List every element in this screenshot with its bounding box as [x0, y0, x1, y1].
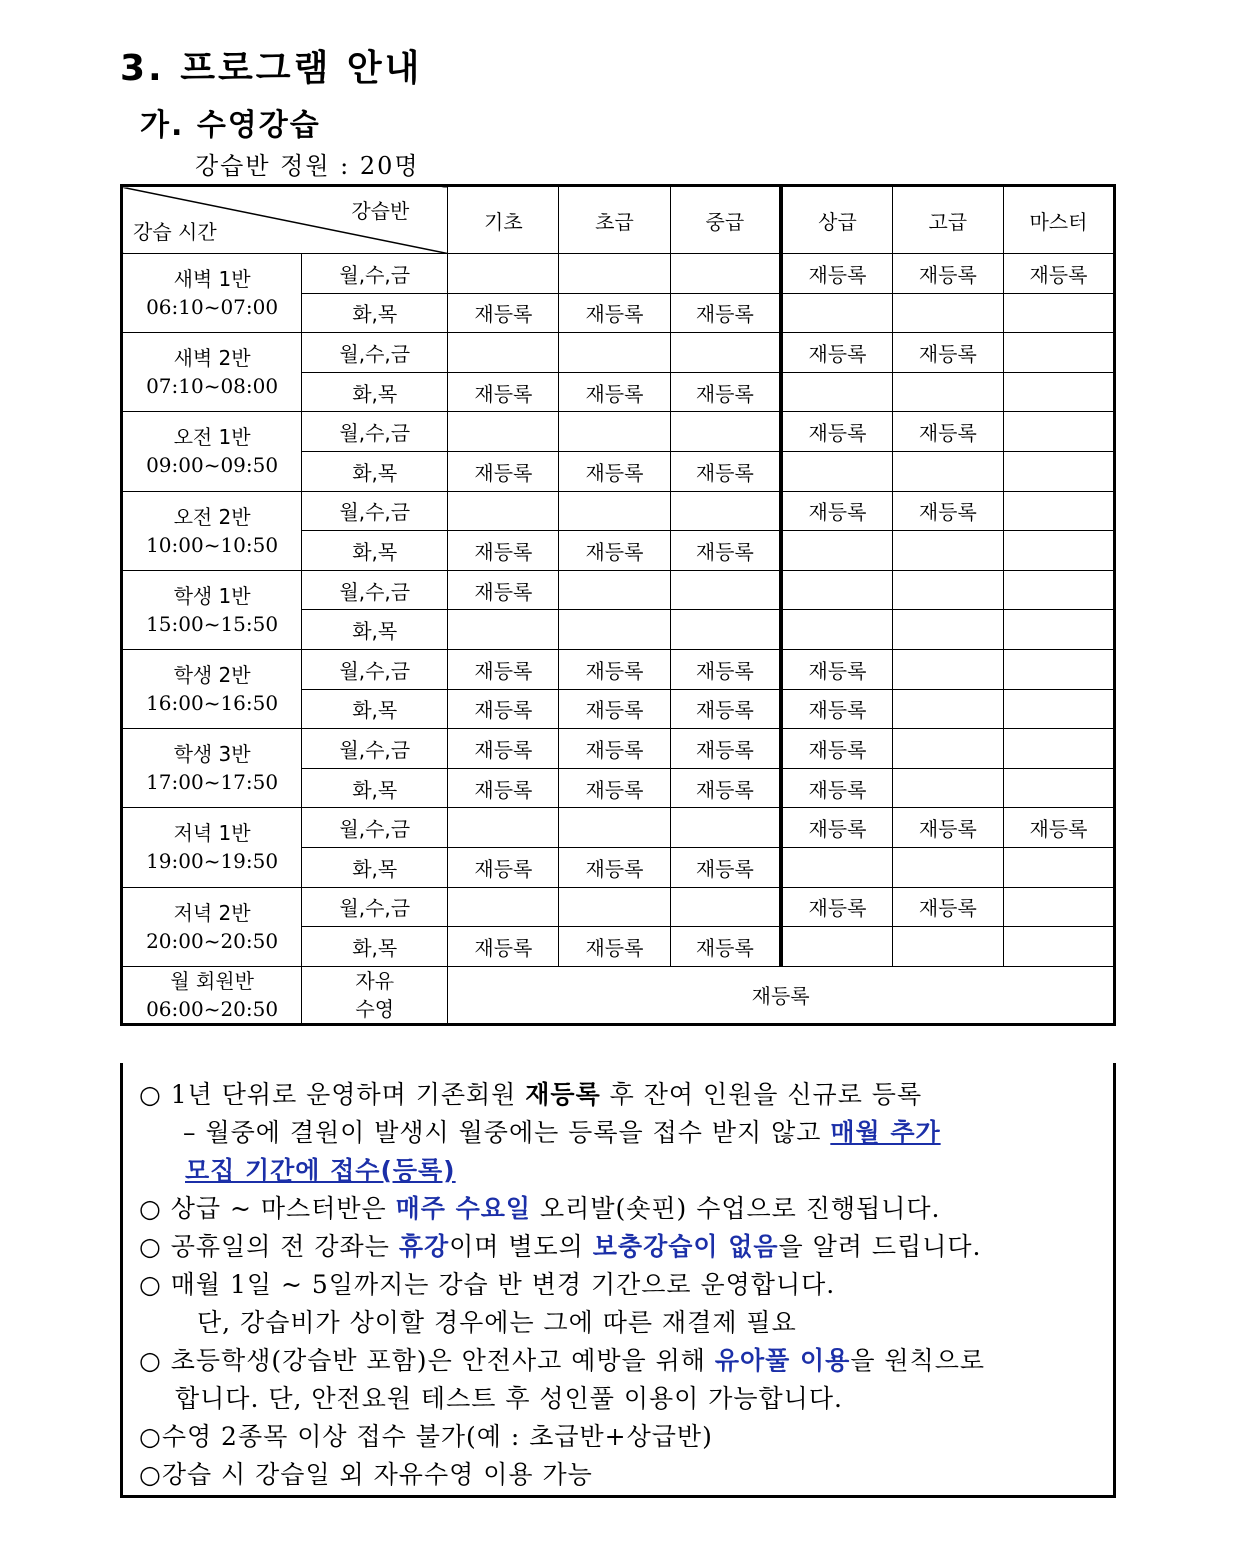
status-cell: 재등록 [892, 412, 1003, 452]
status-cell: 재등록 [781, 333, 892, 373]
status-cell [559, 887, 670, 927]
status-cell [1003, 293, 1114, 333]
status-cell [1003, 531, 1114, 571]
status-cell [670, 570, 781, 610]
status-cell [670, 610, 781, 650]
slot-cell [122, 333, 302, 412]
status-cell: 재등록 [670, 649, 781, 689]
subsection-heading: 가. 수영강습 [140, 108, 321, 143]
slot-cell [122, 491, 302, 570]
days-cell: 월,수,금 [302, 649, 448, 689]
status-cell [448, 333, 559, 373]
slot-time: 17:00~17:50 [146, 770, 279, 795]
status-cell: 재등록 [448, 570, 559, 610]
status-cell [1003, 491, 1114, 531]
table-row [122, 333, 1115, 373]
status-cell [1003, 887, 1114, 927]
corner-time-label: 강습 시간 [133, 220, 217, 244]
status-cell [781, 847, 892, 887]
days-cell: 월,수,금 [302, 887, 448, 927]
status-cell: 재등록 [892, 887, 1003, 927]
status-cell [1003, 412, 1114, 452]
status-cell: 재등록 [781, 689, 892, 729]
notes-box [120, 1063, 1116, 1498]
status-cell [892, 729, 1003, 769]
level-header: 마스터 [1003, 186, 1114, 254]
status-cell [892, 531, 1003, 571]
class-capacity: 강습반 정원 : 20명 [195, 152, 420, 180]
status-cell [448, 412, 559, 452]
status-cell: 재등록 [448, 847, 559, 887]
status-cell [1003, 333, 1114, 373]
status-cell: 재등록 [670, 729, 781, 769]
status-cell [892, 927, 1003, 967]
status-cell [448, 254, 559, 294]
status-cell: 재등록 [781, 649, 892, 689]
days-cell [302, 966, 448, 1024]
days-line: 자유 [355, 968, 395, 993]
status-cell: 재등록 [559, 649, 670, 689]
days-cell: 화,목 [302, 293, 448, 333]
status-cell [559, 491, 670, 531]
note-line: ○ 초등학생(강습반 포함)은 안전사고 예방을 위해 유아풀 이용을 원칙으로 [139, 1346, 986, 1375]
table-row [122, 412, 1115, 452]
slot-name: 오전 2반 [173, 504, 251, 529]
status-cell [448, 887, 559, 927]
status-cell [448, 808, 559, 848]
status-cell: 재등록 [892, 333, 1003, 373]
member-row [122, 966, 1115, 1024]
status-cell: 재등록 [448, 293, 559, 333]
corner-class-label: 강습반 [351, 199, 410, 223]
member-status-cell: 재등록 [448, 966, 1115, 1024]
status-cell: 재등록 [559, 729, 670, 769]
status-cell: 재등록 [670, 372, 781, 412]
slot-time: 16:00~16:50 [146, 691, 279, 716]
days-cell: 화,목 [302, 927, 448, 967]
status-cell: 재등록 [448, 531, 559, 571]
note-line: 모집 기간에 접수(등록) [185, 1156, 456, 1185]
slot-name: 학생 3반 [173, 742, 251, 767]
status-cell: 재등록 [781, 808, 892, 848]
status-cell [1003, 570, 1114, 610]
status-cell [1003, 372, 1114, 412]
note-line: ○ 상급 ~ 마스터반은 매주 수요일 오리발(숏핀) 수업으로 진행됩니다. [139, 1194, 941, 1223]
days-line: 수영 [355, 996, 395, 1021]
status-cell [892, 610, 1003, 650]
note-line: ○수영 2종목 이상 접수 불가(예 : 초급반+상급반) [139, 1422, 713, 1451]
status-cell [670, 808, 781, 848]
slot-name: 학생 2반 [173, 663, 251, 688]
level-header: 기초 [448, 186, 559, 254]
status-cell [781, 451, 892, 491]
table-row [122, 491, 1115, 531]
status-cell: 재등록 [781, 729, 892, 769]
note-line: 단, 강습비가 상이할 경우에는 그에 따른 재결제 필요 [197, 1308, 797, 1337]
status-cell: 재등록 [781, 887, 892, 927]
days-cell: 화,목 [302, 689, 448, 729]
slot-name: 오전 1반 [173, 425, 251, 450]
status-cell: 재등록 [559, 451, 670, 491]
status-cell: 재등록 [781, 254, 892, 294]
days-cell: 화,목 [302, 531, 448, 571]
status-cell: 재등록 [448, 372, 559, 412]
days-cell: 월,수,금 [302, 808, 448, 848]
slot-cell [122, 570, 302, 649]
status-cell: 재등록 [892, 491, 1003, 531]
status-cell [1003, 847, 1114, 887]
status-cell: 재등록 [670, 847, 781, 887]
days-cell: 월,수,금 [302, 491, 448, 531]
status-cell [1003, 451, 1114, 491]
status-cell: 재등록 [1003, 254, 1114, 294]
status-cell [1003, 649, 1114, 689]
status-cell [559, 333, 670, 373]
status-cell: 재등록 [1003, 808, 1114, 848]
table-row [122, 254, 1115, 294]
section-heading: 3. 프로그램 안내 [120, 48, 423, 89]
slot-cell [122, 649, 302, 728]
status-cell [670, 412, 781, 452]
status-cell [892, 847, 1003, 887]
status-cell [670, 491, 781, 531]
slot-cell [122, 887, 302, 966]
status-cell: 재등록 [448, 689, 559, 729]
status-cell [670, 333, 781, 373]
status-cell: 재등록 [670, 689, 781, 729]
note-line: ○강습 시 강습일 외 자유수영 이용 가능 [139, 1460, 593, 1489]
slot-time: 07:10~08:00 [146, 374, 279, 399]
status-cell: 재등록 [892, 254, 1003, 294]
status-cell [1003, 768, 1114, 808]
slot-cell [122, 808, 302, 887]
status-cell [1003, 927, 1114, 967]
slot-name: 저녁 1반 [173, 821, 251, 846]
status-cell [1003, 689, 1114, 729]
note-line: ○ 1년 단위로 운영하며 기존회원 재등록 후 잔여 인원을 신규로 등록 [139, 1080, 923, 1109]
status-cell [670, 887, 781, 927]
table-row [122, 570, 1115, 610]
corner-header-cell [122, 186, 448, 254]
slot-cell [122, 966, 302, 1024]
status-cell [448, 491, 559, 531]
slot-name: 새벽 2반 [173, 346, 251, 371]
days-cell: 월,수,금 [302, 333, 448, 373]
slot-time: 09:00~09:50 [146, 453, 279, 478]
table-row [122, 887, 1115, 927]
status-cell: 재등록 [559, 927, 670, 967]
status-cell: 재등록 [670, 293, 781, 333]
status-cell: 재등록 [448, 729, 559, 769]
days-cell: 화,목 [302, 372, 448, 412]
days-cell: 화,목 [302, 847, 448, 887]
status-cell: 재등록 [559, 293, 670, 333]
status-cell: 재등록 [448, 451, 559, 491]
status-cell [1003, 729, 1114, 769]
status-cell: 재등록 [559, 768, 670, 808]
slot-time: 06:00~20:50 [146, 996, 279, 1021]
slot-name: 저녁 2반 [173, 900, 251, 925]
slot-cell [122, 254, 302, 333]
status-cell [892, 768, 1003, 808]
status-cell [892, 293, 1003, 333]
status-cell [892, 570, 1003, 610]
status-cell [781, 927, 892, 967]
status-cell: 재등록 [670, 768, 781, 808]
status-cell: 재등록 [670, 531, 781, 571]
status-cell: 재등록 [892, 808, 1003, 848]
slot-name: 학생 1반 [173, 583, 251, 608]
status-cell: 재등록 [559, 372, 670, 412]
slot-time: 19:00~19:50 [146, 849, 279, 874]
slot-time: 20:00~20:50 [146, 928, 279, 953]
note-line: 합니다. 단, 안전요원 테스트 후 성인풀 이용이 가능합니다. [175, 1384, 843, 1413]
status-cell [559, 412, 670, 452]
status-cell: 재등록 [781, 768, 892, 808]
status-cell [781, 531, 892, 571]
status-cell [781, 372, 892, 412]
status-cell [559, 610, 670, 650]
status-cell [781, 610, 892, 650]
days-cell: 월,수,금 [302, 412, 448, 452]
status-cell: 재등록 [670, 927, 781, 967]
status-cell [448, 610, 559, 650]
status-cell [781, 293, 892, 333]
status-cell: 재등록 [670, 451, 781, 491]
status-cell: 재등록 [559, 847, 670, 887]
status-cell: 재등록 [559, 531, 670, 571]
days-cell: 화,목 [302, 768, 448, 808]
schedule-table [120, 184, 1116, 1026]
status-cell [670, 254, 781, 294]
note-line: ○ 공휴일의 전 강좌는 휴강이며 별도의 보충강습이 없음을 알려 드립니다. [139, 1232, 982, 1261]
table-header-row [122, 186, 1115, 254]
level-header: 고급 [892, 186, 1003, 254]
status-cell: 재등록 [448, 768, 559, 808]
status-cell [892, 649, 1003, 689]
slot-cell [122, 729, 302, 808]
status-cell [892, 372, 1003, 412]
slot-time: 10:00~10:50 [146, 532, 279, 557]
days-cell: 화,목 [302, 451, 448, 491]
status-cell: 재등록 [448, 927, 559, 967]
slot-time: 15:00~15:50 [146, 611, 279, 636]
slot-name: 월 회원반 [170, 968, 254, 993]
status-cell [892, 689, 1003, 729]
note-line: ○ 매월 1일 ~ 5일까지는 강습 반 변경 기간으로 운영합니다. [139, 1270, 836, 1299]
status-cell: 재등록 [448, 649, 559, 689]
days-cell: 월,수,금 [302, 254, 448, 294]
note-line: – 월중에 결원이 발생시 월중에는 등록을 접수 받지 않고 매월 추가 [183, 1118, 941, 1147]
level-header: 초급 [559, 186, 670, 254]
status-cell: 재등록 [781, 491, 892, 531]
status-cell [559, 254, 670, 294]
table-row [122, 808, 1115, 848]
status-cell [1003, 610, 1114, 650]
status-cell [781, 570, 892, 610]
slot-name: 새벽 1반 [173, 267, 251, 292]
slot-time: 06:10~07:00 [146, 295, 279, 320]
status-cell [559, 570, 670, 610]
days-cell: 화,목 [302, 610, 448, 650]
status-cell: 재등록 [781, 412, 892, 452]
level-header: 상급 [781, 186, 892, 254]
status-cell [892, 451, 1003, 491]
days-cell: 월,수,금 [302, 729, 448, 769]
table-row [122, 649, 1115, 689]
table-row [122, 729, 1115, 769]
status-cell [559, 808, 670, 848]
days-cell: 월,수,금 [302, 570, 448, 610]
status-cell: 재등록 [559, 689, 670, 729]
level-header: 중급 [670, 186, 781, 254]
slot-cell [122, 412, 302, 491]
